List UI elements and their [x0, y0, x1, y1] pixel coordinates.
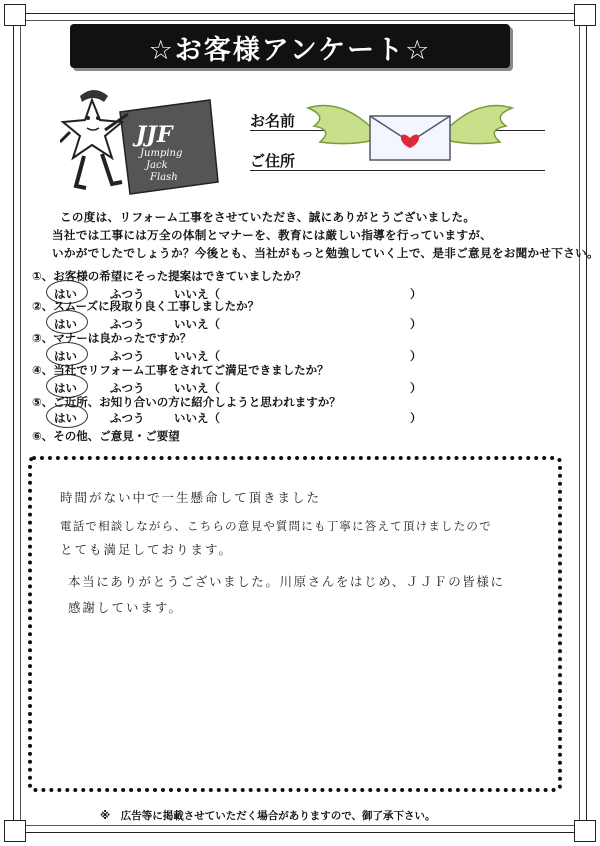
name-label: お名前 [250, 112, 296, 130]
answer-options-5: はい ふつう いいえ（ ） [54, 411, 422, 425]
option-normal[interactable]: ふつう [110, 411, 145, 425]
option-yes[interactable]: はい [54, 381, 77, 395]
answer-options-4: はい ふつう いいえ（ ） [54, 381, 422, 395]
logo-line: Jumping [140, 148, 183, 159]
question-2: ②、スムーズに段取り良く工事しましたか？ [32, 299, 260, 313]
option-yes[interactable]: はい [54, 349, 77, 363]
question-1: ①、お客様の希望にそった提案はできていましたか？ [32, 269, 307, 283]
logo-line: Flash [150, 172, 178, 183]
option-normal[interactable]: ふつう [110, 349, 145, 363]
option-yes[interactable]: はい [54, 287, 77, 301]
comment-line: 感謝しています。 [68, 600, 184, 615]
question-3: ③、マナーは良かったですか？ [32, 331, 192, 345]
logo-line: Jack [146, 160, 168, 171]
intro-line: 当社では工事には万全の体制とマナーを、教育には厳しい指導を行っていますが、 [52, 228, 493, 242]
comment-line: 電話で相談しながら、こちらの意見や質問にも丁寧に答えて頂けましたので [60, 519, 492, 533]
answer-options-1: はい ふつう いいえ（ ） [54, 287, 422, 301]
option-no[interactable]: いいえ（ [174, 381, 220, 395]
option-normal[interactable]: ふつう [110, 381, 145, 395]
question-4: ④、当社でリフォーム工事をされてご満足できましたか？ [32, 363, 329, 377]
corner-ornament [4, 4, 26, 26]
answer-options-2: はい ふつう いいえ（ ） [54, 317, 422, 331]
option-yes[interactable]: はい [54, 411, 77, 425]
selected-answer-circle [46, 404, 88, 428]
intro-line: この度は、リフォーム工事をさせていただき、誠にありがとうございました。 [60, 210, 476, 224]
page-title: ☆お客様アンケート☆ [148, 35, 432, 66]
question-6: ⑥、その他、ご意見・ご要望 [32, 429, 180, 443]
corner-ornament [574, 4, 596, 26]
intro-line: いかがでしたでしょうか？今後とも、当社がもっと勉強していく上で、是非ご意見をお聞かせ下さい。 [52, 246, 599, 260]
option-no[interactable]: いいえ（ [174, 349, 220, 363]
title-banner [70, 24, 510, 68]
corner-ornament [4, 820, 26, 842]
address-label: ご住所 [250, 152, 296, 170]
option-no[interactable]: いいえ（ [174, 317, 220, 331]
option-no[interactable]: いいえ（ [174, 411, 220, 425]
answer-options-3: はい ふつう いいえ（ ） [54, 349, 422, 363]
option-normal[interactable]: ふつう [110, 317, 145, 331]
question-5: ⑤、ご近所、お知り合いの方に紹介しようと思われますか？ [32, 395, 341, 409]
option-yes[interactable]: はい [54, 317, 77, 331]
address-field[interactable] [250, 170, 545, 171]
comment-line: 時間がない中で一生懸命して頂きました [60, 490, 322, 505]
comment-line: とても満足しております。 [60, 542, 234, 557]
option-no[interactable]: いいえ（ [174, 287, 220, 301]
winged-envelope-icon [300, 98, 520, 170]
corner-ornament [574, 820, 596, 842]
footnote: ※ 広告等に掲載させていただく場合がありますので、御了承下さい。 [100, 810, 436, 822]
logo-letters: JJF [136, 122, 173, 148]
option-normal[interactable]: ふつう [110, 287, 145, 301]
intro-paragraph [52, 208, 599, 262]
comment-line: 本当にありがとうございました。川原さんをはじめ、ＪＪＦの皆様に [68, 574, 505, 589]
comment-box[interactable] [28, 456, 562, 792]
